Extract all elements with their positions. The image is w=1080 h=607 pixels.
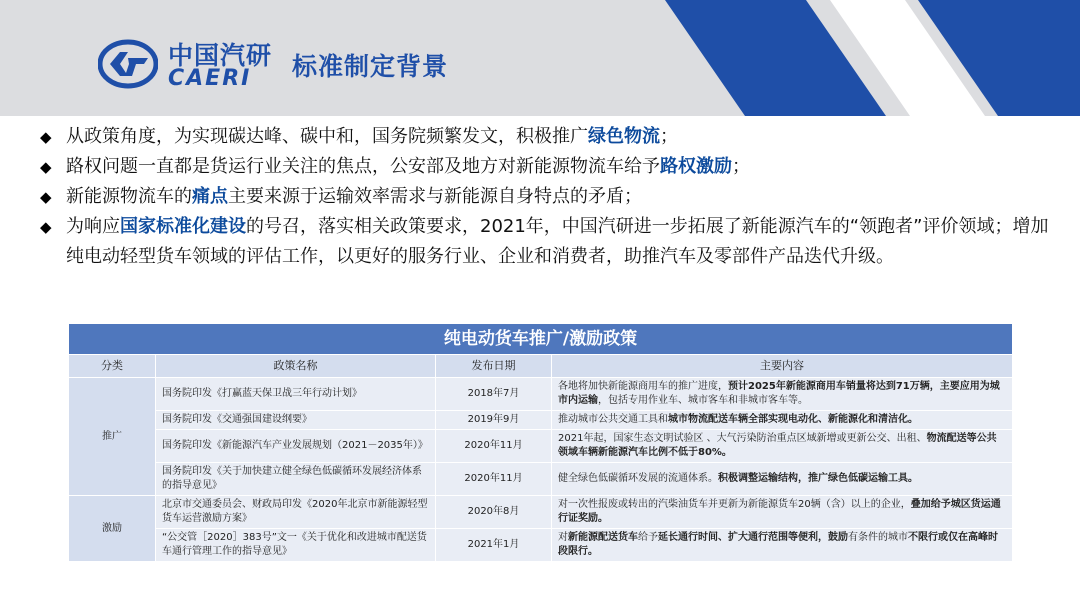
table-title: 纯电动货车推广/激励政策	[69, 324, 1013, 355]
bullet-segment: 为响应	[66, 216, 120, 237]
content-segment: 对	[558, 532, 568, 543]
bullet-item	[40, 212, 1060, 272]
policy-name-cell: 国务院印发《打赢蓝天保卫战三年行动计划》	[156, 378, 436, 411]
content-emphasis: 预计2025年新能源商用车销量将达到71万辆，主要应用为城市内运输	[558, 381, 1000, 406]
category-cell: 推广	[69, 378, 156, 496]
bullet-segment: 路权问题一直都是货运行业关注的焦点，公安部及地方对新能源物流车给予	[66, 156, 660, 177]
diamond-bullet-icon: ◆	[40, 218, 52, 236]
column-header: 政策名称	[156, 355, 436, 378]
policy-name-cell: “公交管［2020］383号”文一《关于优化和改进城市配送货车通行管理工作的指导意见》	[156, 529, 436, 562]
header-stripes-decoration	[0, 0, 1080, 116]
content-segment: 有条件的城市	[848, 532, 908, 543]
bullet-segment: 新能源物流车的	[66, 186, 192, 207]
policy-name-cell: 北京市交通委员会、财政局印发《2020年北京市新能源轻型货车运营激励方案》	[156, 496, 436, 529]
release-date-cell: 2018年7月	[436, 378, 552, 411]
content-emphasis: 物流配送等公共领域车辆新能源汽车比例不低于80%。	[558, 433, 997, 458]
content-emphasis: 不限行或仅在高峰时段限行。	[558, 532, 998, 557]
release-date-cell: 2020年8月	[436, 496, 552, 529]
content-emphasis: 延长通行时间、扩大通行范围等便利，鼓励	[658, 532, 848, 543]
bullet-item	[40, 152, 1060, 182]
content-segment: 对一次性报废或转出的汽柴油货车并更新为新能源货车20辆（含）以上的企业，	[558, 499, 911, 510]
release-date-cell: 2019年9月	[436, 411, 552, 430]
main-content-cell	[552, 529, 1013, 562]
bullet-item	[40, 122, 1060, 152]
content-segment: 各地将加快新能源商用车的推广进度，	[558, 381, 728, 392]
bullet-highlight: 国家标准化建设	[120, 216, 246, 237]
column-header: 发布日期	[436, 355, 552, 378]
bullet-highlight: 绿色物流	[588, 126, 660, 147]
bullet-text	[66, 182, 1060, 212]
column-header: 主要内容	[552, 355, 1013, 378]
policy-table	[68, 323, 1013, 562]
release-date-cell: 2020年11月	[436, 463, 552, 496]
table-row	[69, 529, 1013, 562]
release-date-cell: 2020年11月	[436, 430, 552, 463]
bullet-segment: ；	[732, 156, 750, 177]
bullet-text	[66, 152, 1060, 182]
main-content-cell	[552, 411, 1013, 430]
bullet-text	[66, 122, 1060, 152]
bullet-segment: 主要来源于运输效率需求与新能源自身特点的矛盾；	[228, 186, 642, 207]
main-content-cell	[552, 496, 1013, 529]
release-date-cell: 2021年1月	[436, 529, 552, 562]
content-segment: 推动城市公共交通工具和	[558, 414, 668, 425]
column-header: 分类	[69, 355, 156, 378]
page-title: 标准制定背景	[292, 52, 449, 81]
main-content-cell	[552, 378, 1013, 411]
diamond-bullet-icon: ◆	[40, 128, 52, 146]
bullet-highlight: 路权激励	[660, 156, 732, 177]
bullet-segment: 从政策角度，为实现碳达峰、碳中和，国务院频繁发文，积极推广	[66, 126, 588, 147]
table-row	[69, 496, 1013, 529]
main-content-cell	[552, 463, 1013, 496]
content-emphasis: 新能源配送货车	[568, 532, 638, 543]
logo-chinese-name: 中国汽研	[168, 41, 273, 70]
bullet-list	[40, 122, 1060, 272]
main-content-cell	[552, 430, 1013, 463]
content-emphasis: 叠加给予城区货运通行证奖励。	[558, 499, 1001, 524]
table-row	[69, 411, 1013, 430]
table-row	[69, 430, 1013, 463]
logo-english-name: CAERI	[168, 66, 252, 91]
bullet-item	[40, 182, 1060, 212]
bullet-highlight: 痛点	[192, 186, 228, 207]
table-header-row	[69, 355, 1013, 378]
header-banner	[0, 0, 1080, 116]
diamond-bullet-icon: ◆	[40, 158, 52, 176]
bullet-segment: ；	[660, 126, 678, 147]
bullet-text	[66, 212, 1060, 272]
content-emphasis: 城市物流配送车辆全部实现电动化、新能源化和清洁化。	[668, 414, 918, 425]
policy-name-cell: 国务院印发《关于加快建立健全绿色低碳循环发展经济体系的指导意见》	[156, 463, 436, 496]
table-row	[69, 463, 1013, 496]
bullet-segment: 的号召，落实相关政策要求，2021年，中国汽研进一步拓展了新能源汽车的“领跑者”评价领域；增加纯电动轻型货车领域的评估工作，以更好的服务行业、企业和消费者，助推汽车及零部件产品迭代升级。	[66, 216, 1049, 267]
content-segment: ，包括专用作业车、城市客车和非城市客车等。	[598, 395, 808, 406]
table-row	[69, 378, 1013, 411]
caeri-logo-icon	[98, 38, 158, 90]
policy-name-cell: 国务院印发《交通强国建设纲要》	[156, 411, 436, 430]
content-emphasis: 积极调整运输结构，推广绿色低碳运输工具。	[718, 473, 918, 484]
policy-name-cell: 国务院印发《新能源汽车产业发展规划（2021－2035年）》	[156, 430, 436, 463]
content-segment: 给予	[638, 532, 658, 543]
diamond-bullet-icon: ◆	[40, 188, 52, 206]
content-segment: 2021年起，国家生态文明试验区 、大气污染防治重点区域新增或更新公交、出租、	[558, 433, 927, 444]
category-cell: 激励	[69, 496, 156, 562]
content-segment: 健全绿色低碳循环发展的流通体系。	[558, 473, 718, 484]
